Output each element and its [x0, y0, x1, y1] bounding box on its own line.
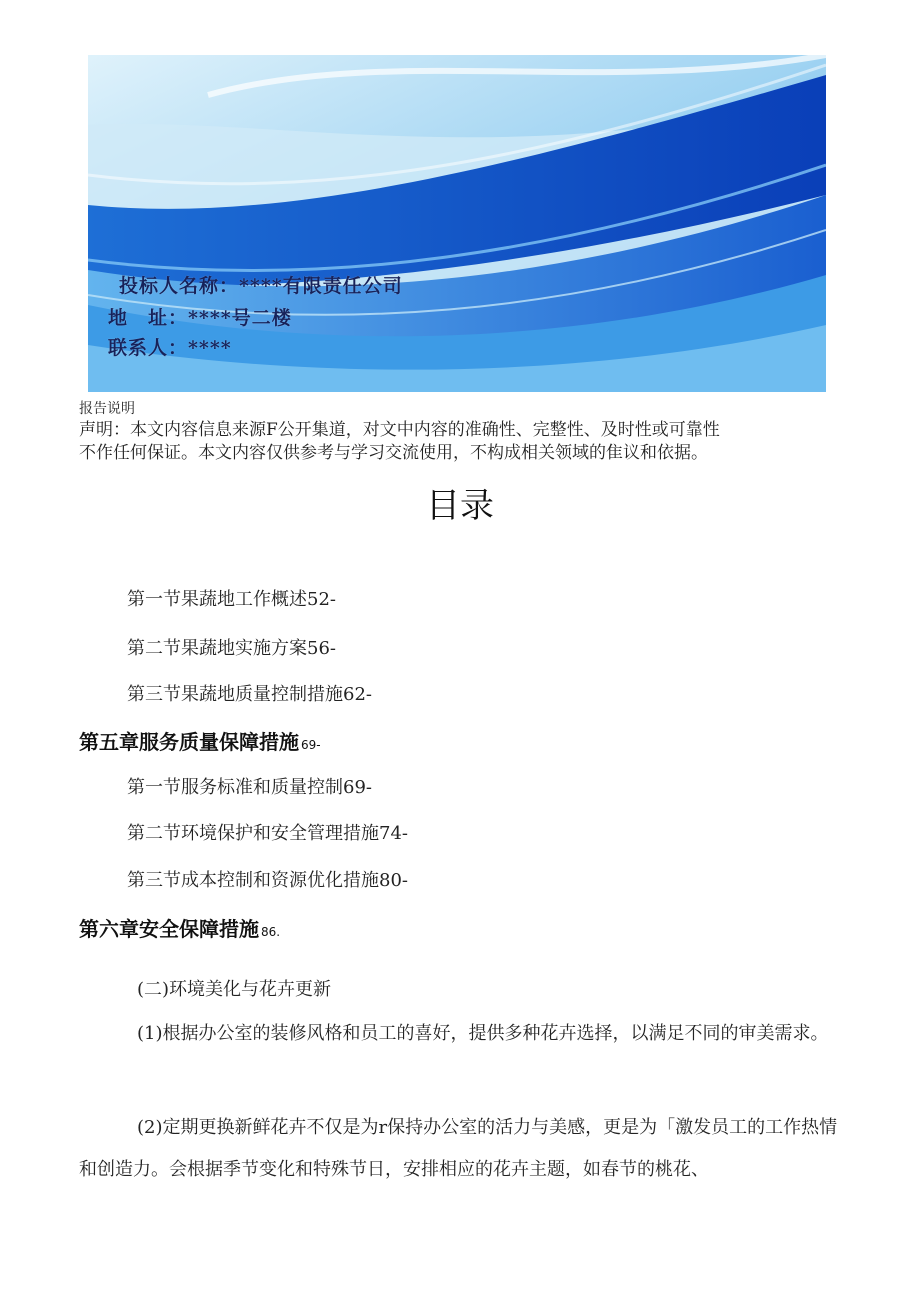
bidder-name: 投标人名称：****有限责任公司 [119, 275, 403, 297]
toc-item[interactable]: 第三节成本控制和资源优化措施80- [127, 870, 408, 891]
toc-chapter-label: 第五章服务质量保障措施 [79, 730, 299, 754]
toc-chapter[interactable] [79, 913, 280, 942]
body-paragraph: (1)根据办公室的装修风格和员工的喜好，提供多种花卉选择，以满足不同的审美需求。 [137, 1023, 829, 1044]
body-paragraph: (2)定期更换新鲜花卉不仅是为r保持办公室的活力与美感，更是为「激发员工的工作热情和创造力。会根据季节变化和特殊节日，安排相应的花卉主题，如春节的桃花、 [79, 1117, 838, 1180]
toc-item[interactable]: 第一节果蔬地工作概述52- [127, 589, 336, 610]
disclaimer [79, 419, 839, 465]
toc-chapter-page: 86. [261, 925, 281, 939]
toc-item[interactable]: 第一节服务标准和质量控制69- [127, 777, 372, 798]
bidder-contact: 联系人：**** [108, 337, 232, 359]
cover-banner [88, 55, 826, 392]
toc-chapter-label: 第六章安全保障措施 [79, 917, 259, 941]
disclaimer-line-2: 不作任何保证。本文内容仅供参考与学习交流使用，不构成相关领域的隹议和依据。 [79, 443, 708, 463]
toc-chapter[interactable] [79, 726, 321, 755]
report-label: 报告说明 [79, 401, 135, 417]
section-subheading: (二)环境美化与花卉更新 [137, 979, 332, 1000]
toc-item[interactable]: 第二节环境保护和安全管理措施74- [127, 823, 408, 844]
disclaimer-line-1: 声明：本文内容信息来源F公开集道，对文中内容的准确性、完整性、及时性或可靠性 [79, 420, 720, 440]
toc-item[interactable]: 第三节果蔬地质量控制措施62- [127, 684, 372, 705]
toc-chapter-page: 69- [301, 738, 321, 752]
toc-item[interactable]: 第二节果蔬地实施方案56- [127, 638, 336, 659]
bidder-address: 地 址：****号二楼 [108, 307, 292, 329]
toc-title: 目录 [426, 486, 494, 526]
